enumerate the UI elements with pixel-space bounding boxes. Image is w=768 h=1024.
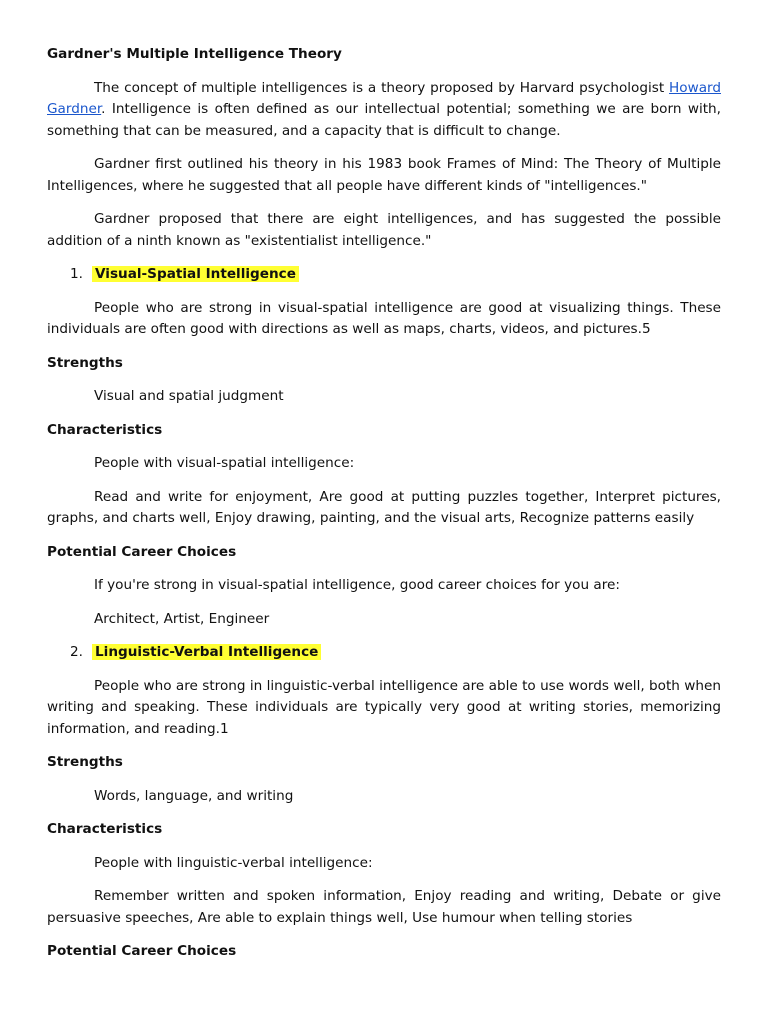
characteristics-intro: People with visual-spatial intelligence: (94, 455, 355, 471)
section-description: People who are strong in linguistic-verbal intelligence are able to use words well, both when writing and speaking. These individuals are typically very good at writing stories, memorizing information, and reading.1 (47, 677, 721, 737)
howard-gardner-link[interactable]: Howard Gardner (47, 79, 721, 117)
strengths-label: Strengths (47, 754, 123, 770)
characteristics-intro: People with linguistic-verbal intelligence: (94, 854, 373, 871)
section-title-highlight: Visual-Spatial Intelligence (92, 266, 299, 282)
section-heading-linguistic-verbal (47, 642, 721, 664)
section-number: 2. (70, 644, 83, 660)
strengths-text: Visual and spatial judgment (94, 388, 284, 404)
careers-label: Potential Career Choices (47, 543, 237, 560)
intro-paragraph-1 (47, 78, 721, 143)
section-title-highlight: Linguistic-Verbal Intelligence (92, 644, 321, 660)
section-description: People who are strong in visual-spatial intelligence are good at visualizing things. These individuals are often good with directions as well as maps, charts, videos, and pictures.5 (47, 299, 721, 337)
section-number: 1. (70, 266, 83, 282)
strengths-text: Words, language, and writing (94, 787, 294, 804)
document-title: Gardner's Multiple Intelligence Theory (47, 46, 342, 62)
careers-text: Architect, Artist, Engineer (94, 610, 270, 627)
careers-intro: If you're strong in visual-spatial intelligence, good career choices for you are: (94, 577, 620, 593)
intro-paragraph-3: Gardner proposed that there are eight intelligences, and has suggested the possible addition of a ninth known as "existentialist intelligence." (47, 211, 721, 249)
characteristics-label: Characteristics (47, 421, 163, 438)
careers-label: Potential Career Choices (47, 943, 237, 959)
intro-paragraph-2: Gardner first outlined his theory in his 1983 book Frames of Mind: The Theory of Multiple Intelligences, where he suggested that all people have different kinds of "intelligences." (47, 156, 721, 194)
characteristics-text: Read and write for enjoyment, Are good at putting puzzles together, Interpret pictures, graphs, and charts well, Enjoy drawing, painting, and the visual arts, Recognize patterns easily (47, 488, 721, 526)
intro-p1-text-before: The concept of multiple intelligences is a theory proposed by Harvard psychologist (94, 79, 670, 96)
section-heading-visual-spatial (47, 264, 721, 286)
characteristics-label: Characteristics (47, 821, 163, 837)
characteristics-text: Remember written and spoken information, Enjoy reading and writing, Debate or give persuasive speeches, Are able to explain things well, Use humour when telling stories (47, 888, 721, 926)
strengths-label: Strengths (47, 354, 123, 371)
intro-p1-text-after: . Intelligence is often defined as our intellectual potential; something we are born with, something that can be measured, and a capacity that is difficult to change. (47, 101, 721, 139)
